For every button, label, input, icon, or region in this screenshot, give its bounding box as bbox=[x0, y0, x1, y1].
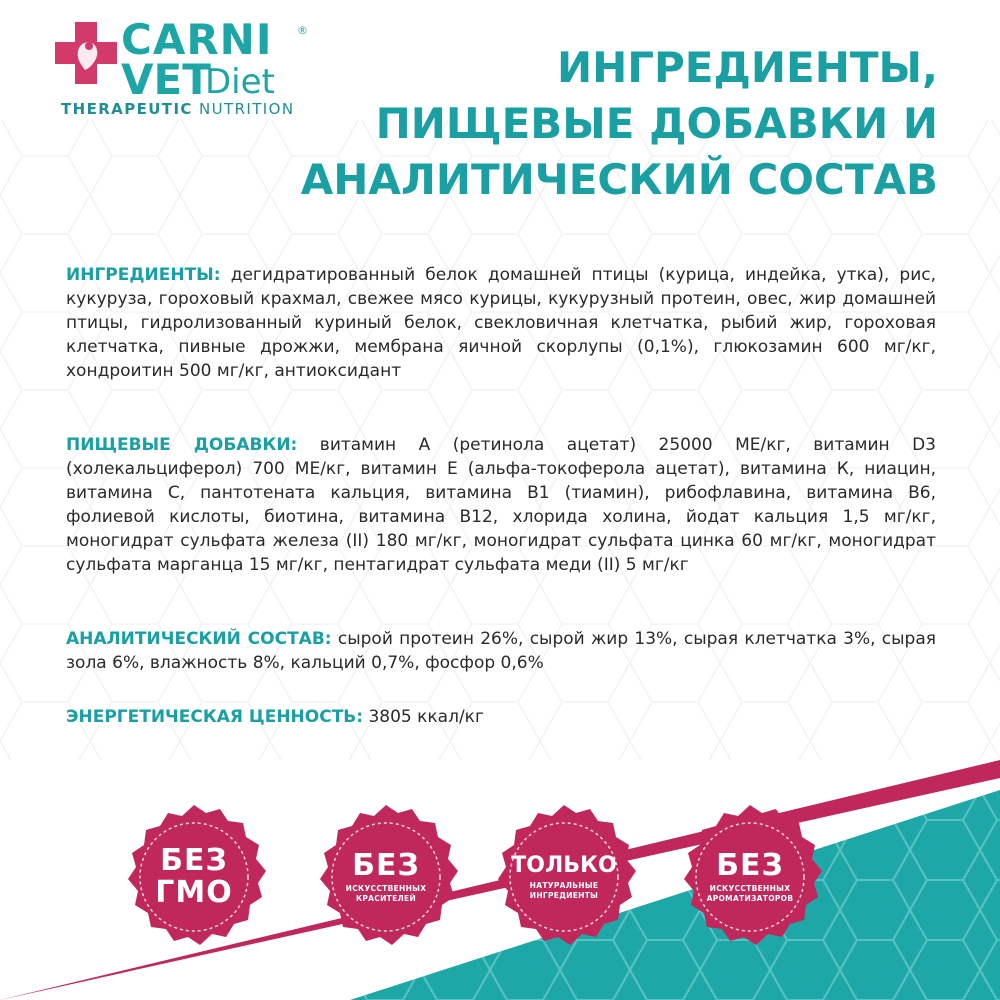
analysis-section bbox=[66, 627, 936, 675]
brand-logo bbox=[55, 15, 315, 118]
badge-text bbox=[676, 803, 824, 951]
badge-no-colorants bbox=[312, 803, 460, 951]
badge-text bbox=[120, 803, 268, 951]
badge-no-gmo bbox=[120, 803, 268, 951]
analysis-text: сырой протеин 26%, сырой жир 13%, сырая клетчатка 3%, сырая зола 6%, влажность 8%, кальций 0,7%, фосфор 0,6% bbox=[66, 629, 936, 673]
brand-tagline bbox=[61, 100, 294, 118]
ingredients-label: ИНГРЕДИЕНТЫ: bbox=[66, 265, 221, 285]
ingredients-text: дегидратированный белок домашней птицы (курица, индейка, утка), рис, кукуруза, гороховый крахмал, свежее мясо курицы, кукурузный протеин, овес, жир домашней птицы, гидролизованный куриный белок, свекловичная клетчатка, рыбий жир, гороховая клетчатка, пивные дрожжи, мембрана яичной скорлупы (0,1%), глюкозамин 600 мг/кг, хондроитин 500 мг/кг, антиоксидант bbox=[66, 265, 936, 381]
ingredients-section bbox=[66, 263, 936, 383]
badge-big-text: БЕЗ bbox=[716, 848, 784, 883]
energy-text: 3805 ккал/кг bbox=[363, 707, 484, 727]
brand-name-vet: VET bbox=[121, 55, 211, 104]
brand-name-diet: Diet bbox=[205, 62, 275, 102]
medical-cross-icon bbox=[55, 22, 117, 84]
badge-text bbox=[490, 803, 638, 951]
title-line-3: АНАЛИТИЧЕСКИЙ СОСТАВ bbox=[300, 155, 938, 204]
badge-small-text: ИСКУССТВЕННЫХ АРОМАТИЗАТОРОВ bbox=[706, 884, 794, 903]
registered-mark: ® bbox=[297, 24, 308, 37]
additives-section bbox=[66, 433, 936, 577]
badge-only-natural bbox=[490, 803, 638, 951]
energy-label: ЭНЕРГЕТИЧЕСКАЯ ЦЕННОСТЬ: bbox=[66, 707, 364, 727]
analysis-label: АНАЛИТИЧЕСКИЙ СОСТАВ: bbox=[66, 629, 332, 649]
brand-name-carni: CARNI bbox=[121, 15, 273, 64]
badge-big-text: БЕЗ bbox=[160, 843, 228, 878]
badge-big-text-2: ГМО bbox=[155, 875, 233, 910]
page-title bbox=[298, 40, 938, 208]
additives-text: витамин А (ретинола ацетат) 25000 МЕ/кг, витамин D3 (холекальциферол) 700 МЕ/кг, витамин Е (альфа-токоферола ацетат), витамина К, ниацин, витамина С, пантотената кальция, витамина В1 (тиамин), рибофлавина, витамина В6, фолиевой кислоты, биотина, витамина В12, хлорида холина, йодат кальция 1,5 мг/кг, моногидрат сульфата железа (II) 180 мг/кг, моногидрат сульфата цинка 60 мг/кг, моногидрат сульфата марганца 15 мг/кг, пентагидрат сульфата меди (II) 5 мг/кг bbox=[66, 435, 936, 575]
title-line-1: ИНГРЕДИЕНТЫ, bbox=[556, 43, 938, 92]
badge-no-flavorings bbox=[676, 803, 824, 951]
badge-small-text: НАТУРАЛЬНЫЕ ИНГРЕДИЕНТЫ bbox=[529, 881, 599, 900]
tagline-bold: THERAPEUTIC bbox=[61, 100, 193, 118]
badge-big-text: ТОЛЬКО bbox=[511, 853, 617, 878]
additives-label: ПИЩЕВЫЕ ДОБАВКИ: bbox=[66, 435, 298, 455]
badge-small-text: ИСКУССТВЕННЫХ КРАСИТЕЛЕЙ bbox=[345, 884, 427, 903]
badge-text bbox=[312, 803, 460, 951]
title-line-2: ПИЩЕВЫЕ ДОБАВКИ И bbox=[375, 99, 938, 148]
energy-section bbox=[66, 705, 936, 729]
badge-big-text: БЕЗ bbox=[352, 848, 420, 883]
tagline-light: NUTRITION bbox=[199, 100, 295, 118]
